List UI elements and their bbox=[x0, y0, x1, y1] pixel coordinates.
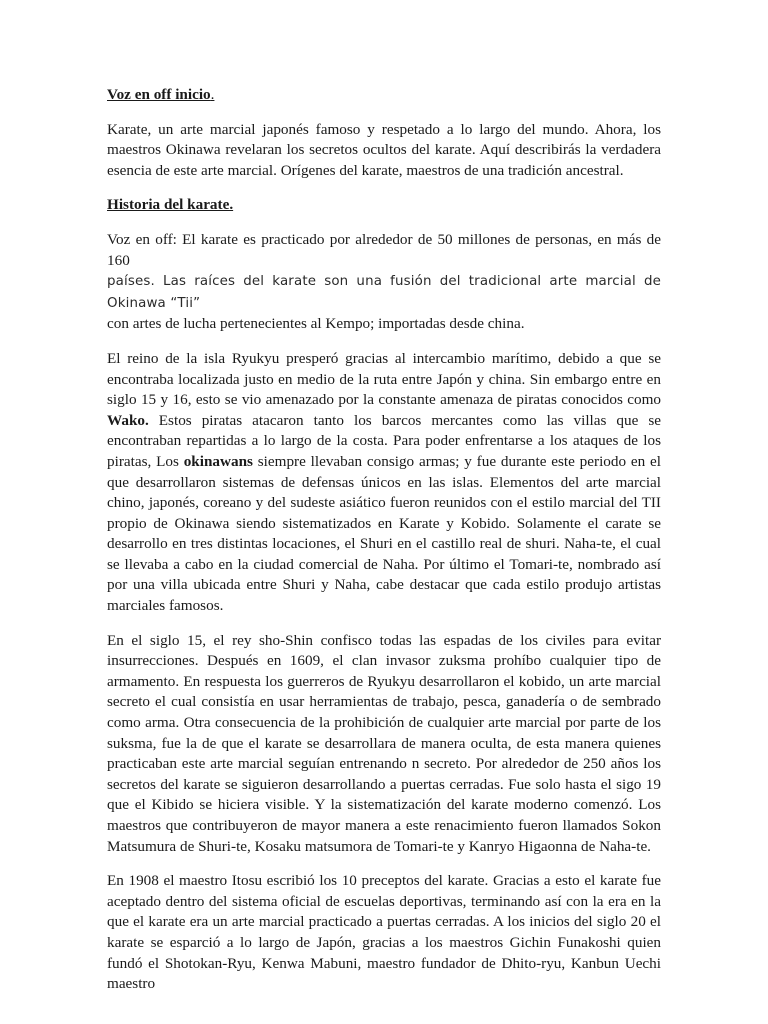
paragraph-1908: En 1908 el maestro Itosu escribió los 10 preceptos del karate. Gracias a esto el karate fue aceptado dentro del sistema oficial de escuelas deportivas, terminando así con la era en la que el karate era un arte marcial practicado a puertas cerradas. A los inicios del siglo 20 el karate se esparció a lo largo de Japón, gracias a los maestros Gichin Funakoshi quien fundó el Shotokan-Ryu, Kenwa Mabuni, maestro fundador de Dhito-ryu, Kanbun Uechi maestro bbox=[107, 872, 661, 993]
p3-wako: Wako. bbox=[107, 411, 149, 429]
heading1-text: Voz en off inicio bbox=[107, 86, 211, 103]
document-page bbox=[107, 85, 661, 1009]
paragraph-intro: Karate, un arte marcial japonés famoso y respetado a lo largo del mundo. Ahora, los maestros Okinawa revelaran los secretos ocultos del karate. Aquí describirás la verdadera esencia de este arte marcial. Orígenes del karate, maestros de una tradición ancestral. bbox=[107, 120, 661, 179]
heading-historia-del-karate: Historia del karate. bbox=[107, 196, 234, 214]
p2-line1: Voz en off: El karate es practicado por alrededor de 50 millones de personas, en más de 160 bbox=[107, 230, 661, 269]
paragraph-reino-ryukyu bbox=[107, 349, 661, 617]
p3-part-a: El reino de la isla Ryukyu presperó gracias al intercambio marítimo, debido a que se encontraba localizada justo en medio de la ruta entre Japón y china. Sin embargo entre en siglo 15 y 16, esto se vio amenazado por la constante amenaza de piratas conocidos como bbox=[107, 349, 661, 409]
p2-line2: países. Las raíces del karate son una fusión del tradicional arte marcial de Okinawa “Tii” bbox=[107, 274, 661, 311]
p2-line3: con artes de lucha pertenecientes al Kempo; importadas desde china. bbox=[107, 315, 525, 333]
p3-okinawans: okinawans bbox=[183, 452, 253, 470]
p3-part-b: Estos piratas atacaron tanto los barcos mercantes como las villas que se encontraban repartidas a lo largo de la costa. Para poder enfrentarse a los ataques de los piratas, Los bbox=[107, 411, 661, 470]
paragraph-voz-en-off bbox=[107, 230, 661, 335]
heading1-dot: . bbox=[210, 86, 215, 103]
paragraph-siglo-15: En el siglo 15, el rey sho-Shin confisco todas las espadas de los civiles para evitar insurrecciones. Después en 1609, el clan invasor zuksma prohíbo cualquier tipo de armamento. En respuesta los guerreros de Ryukyu desarrollaron el kobido, un arte marcial secreto el cual consistía en usar herramientas de trabajo, pesca, ganadería o de sembrado como arma. Otra consecuencia de la prohibición de cualquier arte marcial por parte de los suksma, fue la de que el karate se desarrollara de manera oculta, de esta manera quienes practicaban este arte marcial seguían entrenando n secreto. Por alrededor de 250 años los secretos del karate se siguieron desarrollando a puertas cerradas. Fue solo hasta el sigo 19 que el Kibido se hiciera visible. Y la sistematización del karate moderno comenzó. Los maestros que contribuyeron de mayor manera a este renacimiento fueron llamados Sokon Matsumura de Shuri-te, Kosaku matsumora de Tomari-te y Kanryo Higaonna de Naha-te. bbox=[107, 631, 661, 855]
p3-part-c: siempre llevaban consigo armas; y fue durante este periodo en el que desarrollaron sistemas de defensas únicos en las islas. Elementos del arte marcial chino, japonés, coreano y del sudeste asiático fueron reunidos con el estilo marcial del TII propio de Okinawa siendo sistematizados en Karate y Kobido. Solamente el carate se desarrollo en tres distintas locaciones, el Shuri en el castillo real de shuri. Naha-te, el cual se llevaba a cabo en la ciudad comercial de Naha. Por último el Tomari-te, nombrado así por una villa ubicada entre Shuri y Naha, cabe destacar que cada estilo produjo artistas marciales famosos. bbox=[107, 452, 662, 615]
heading-voz-en-off-inicio bbox=[107, 85, 661, 106]
